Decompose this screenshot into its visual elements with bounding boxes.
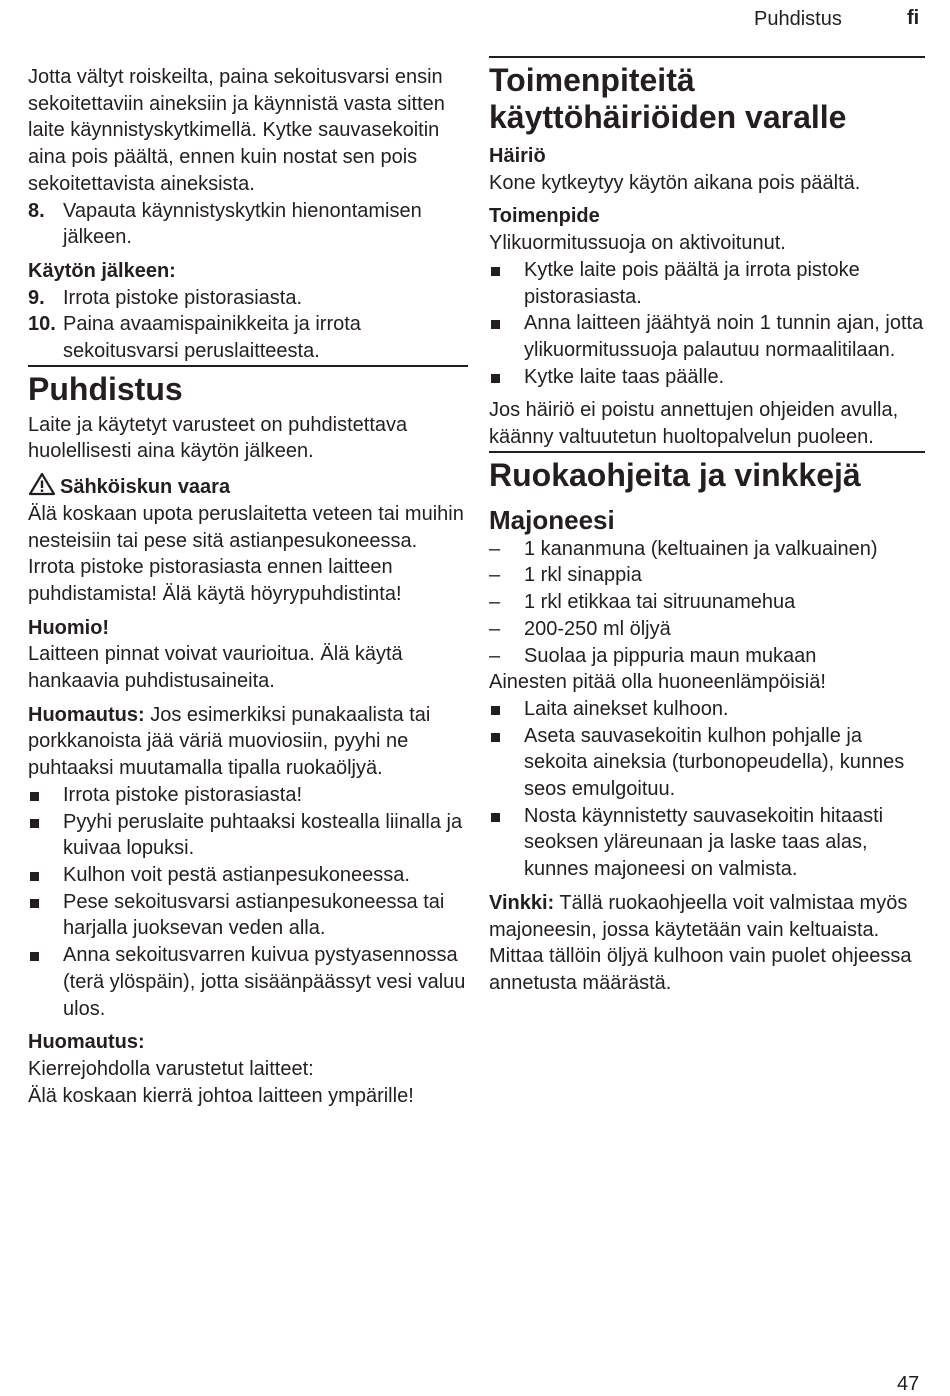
dash-bullet: –	[489, 564, 501, 587]
step-10	[28, 311, 468, 364]
list-item-text: Irrota pistoke pistorasiasta!	[63, 783, 302, 806]
step-9	[28, 285, 468, 312]
note2-label: Huomautus:	[28, 1031, 145, 1054]
square-bullet-icon	[491, 813, 500, 822]
caution-text: Laitteen pinnat voivat vaurioitua. Älä käytä hankaavia puhdistusaineita.	[28, 643, 403, 693]
step-8	[28, 198, 468, 251]
list-item-text: Kulhon voit pestä astianpesukoneessa.	[63, 863, 410, 886]
list-item	[28, 809, 468, 862]
dash-bullet: –	[489, 617, 501, 640]
ingredient-text: Suolaa ja pippuria maun mukaan	[524, 644, 817, 667]
square-bullet-icon	[30, 952, 39, 961]
square-bullet-icon	[491, 320, 500, 329]
note-text: Jos esimerkiksi punakaalista tai porkkanoista jää väriä muoviosiin, pyyhi ne puhtaaksi muutamalla tipalla ruokaöljyä.	[28, 703, 431, 780]
square-bullet-icon	[491, 267, 500, 276]
action-label: Toimenpide	[489, 205, 600, 228]
running-header-section: Puhdistus	[754, 8, 842, 30]
dash-bullet: –	[489, 537, 501, 560]
tip-label: Vinkki:	[489, 891, 555, 914]
list-item	[489, 723, 925, 803]
list-item	[28, 889, 468, 942]
note-label: Huomautus:	[28, 703, 145, 726]
list-item-text: Kytke laite pois päältä ja irrota pistoke pistorasiasta.	[524, 258, 860, 308]
note2-line1: Kierrejohdolla varustetut laitteet:	[28, 1057, 314, 1080]
cleaning-intro: Laite ja käytetyt varusteet on puhdistettava huolellisesti aina käytön jälkeen.	[28, 413, 408, 463]
ingredient-text: 1 rkl sinappia	[524, 564, 642, 587]
square-bullet-icon	[30, 792, 39, 801]
step-text: Irrota pistoke pistorasiasta.	[63, 286, 302, 309]
ingredient-item	[489, 536, 925, 563]
left-column	[28, 64, 468, 1109]
step-number: 10.	[28, 313, 56, 336]
ingredient-text: 1 kananmuna (keltuainen ja valkuainen)	[524, 537, 878, 560]
intro-paragraph: Jotta vältyt roiskeilta, paina sekoitusvarsi ensin sekoitettaviin aineksiin ja käynnistä vasta sitten laite käynnistyskytkimellä. Kytke sauvasekoitin aina pois päältä, ennen kuin nostat sen pois sekoitettavista aineksista.	[28, 66, 445, 195]
square-bullet-icon	[30, 872, 39, 881]
ingredient-item	[489, 562, 925, 589]
list-item-text: Nosta käynnistetty sauvasekoitin hitaasti seoksen yläreunaan ja laske taas alas, kunnes majoneesi on valmista.	[524, 804, 884, 881]
fault-text: Kone kytkeytyy käytön aikana pois päältä.	[489, 171, 861, 194]
square-bullet-icon	[30, 819, 39, 828]
running-header-language: fi	[907, 7, 920, 29]
square-bullet-icon	[491, 374, 500, 383]
danger-text: Älä koskaan upota peruslaitetta veteen tai muihin nesteisiin tai pese sitä astianpesukoneessa. Irrota pistoke pistorasiasta ennen laitteen puhdistamista! Älä käytä höyrypuhdistinta!	[28, 502, 464, 605]
recipes-heading: Ruokaohjeita ja vinkkejä	[489, 456, 861, 493]
page-number: 47	[897, 1373, 920, 1395]
step-number: 9.	[28, 286, 45, 309]
ingredient-text: 1 rkl etikkaa tai sitruunamehua	[524, 591, 796, 614]
square-bullet-icon	[491, 706, 500, 715]
right-column	[489, 64, 925, 997]
faults-footer: Jos häiriö ei poistu annettujen ohjeiden avulla, käänny valtuutetun huoltopalvelun puoleen.	[489, 399, 899, 449]
danger-heading	[28, 472, 468, 501]
list-item	[489, 257, 925, 310]
caution-heading: Huomio!	[28, 616, 110, 639]
list-item-text: Pese sekoitusvarsi astianpesukoneessa tai harjalla juoksevan veden alla.	[63, 890, 445, 940]
list-item	[28, 942, 468, 1022]
square-bullet-icon	[491, 733, 500, 742]
ingredient-item	[489, 643, 925, 670]
ingredient-item	[489, 589, 925, 616]
list-item-text: Pyyhi peruslaite puhtaaksi kostealla liinalla ja kuivaa lopuksi.	[63, 810, 463, 860]
action-text: Ylikuormitussuoja on aktivoitunut.	[489, 232, 786, 255]
step-number: 8.	[28, 199, 45, 222]
cleaning-heading: Puhdistus	[28, 370, 183, 407]
tip-paragraph	[489, 890, 925, 997]
ingredient-item	[489, 616, 925, 643]
list-item	[489, 803, 925, 883]
dash-bullet: –	[489, 591, 501, 614]
list-item	[28, 862, 468, 889]
list-item	[28, 782, 468, 809]
list-item	[489, 364, 925, 391]
list-item-text: Aseta sauvasekoitin kulhon pohjalle ja sekoita aineksia (turbonopeudella), kunnes seos emulgoituu.	[524, 724, 905, 801]
step-text: Paina avaamispainikkeita ja irrota sekoitusvarsi peruslaitteesta.	[63, 313, 361, 363]
list-item-text: Anna sekoitusvarren kuivua pystyasennossa (terä ylöspäin), jotta sisäänpäässyt vesi valuu ulos.	[63, 944, 466, 1020]
list-item-text: Laita ainekset kulhoon.	[524, 697, 729, 720]
warning-triangle-icon	[28, 472, 56, 496]
ingredients-note: Ainesten pitää olla huoneenlämpöisiä!	[489, 671, 826, 694]
faults-heading: Toimenpiteitä käyttöhäiriöiden varalle	[489, 62, 847, 135]
list-item	[489, 310, 925, 363]
ingredient-text: 200-250 ml öljyä	[524, 617, 671, 640]
fault-label: Häiriö	[489, 145, 546, 167]
danger-title: Sähköiskun vaara	[60, 476, 231, 499]
list-item	[489, 696, 925, 723]
after-use-heading: Käytön jälkeen:	[28, 259, 176, 282]
note-paragraph	[28, 702, 468, 782]
dash-bullet: –	[489, 644, 501, 667]
list-item-text: Kytke laite taas päälle.	[524, 365, 725, 388]
tip-text: Tällä ruokaohjeella voit valmistaa myös majoneesin, jossa käytetään vain keltuaista. Mittaa tällöin öljyä kulhoon vain puolet ohjeessa annetusta määrästä.	[489, 891, 912, 994]
mayonnaise-heading: Majoneesi	[489, 504, 615, 535]
step-text: Vapauta käynnistyskytkin hienontamisen jälkeen.	[63, 199, 422, 249]
list-item-text: Anna laitteen jäähtyä noin 1 tunnin ajan, jotta ylikuormitussuoja palautuu normaalitilaan.	[524, 312, 924, 361]
note2-line2: Älä koskaan kierrä johtoa laitteen ympärille!	[28, 1084, 414, 1107]
square-bullet-icon	[30, 899, 39, 908]
